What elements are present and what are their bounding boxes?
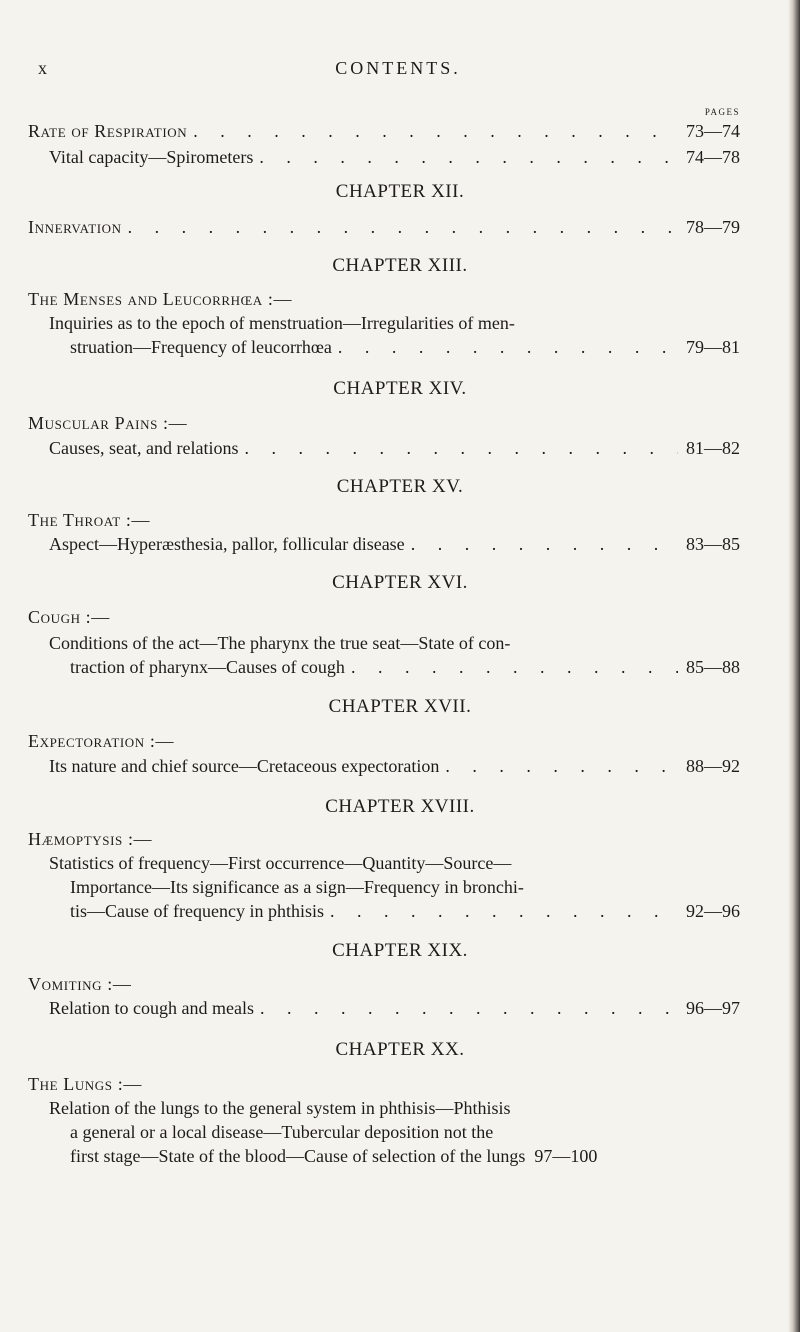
toc-section-menses — [28, 287, 740, 311]
page-range: 83—85 — [686, 534, 740, 554]
entry-text-line: Statistics of frequency—First occurrence—Quantity—Source— — [49, 853, 512, 873]
leader-dots — [128, 215, 678, 239]
page-range: 85—88 — [686, 657, 740, 677]
leader-dots — [330, 899, 678, 923]
toc-entry-muscular — [49, 436, 740, 460]
page-header — [38, 58, 758, 82]
page-range: 92—96 — [686, 901, 740, 921]
running-title: CONTENTS. — [335, 58, 461, 78]
section-title: Vomiting :— — [28, 974, 132, 994]
toc-section-throat — [28, 508, 740, 532]
entry-text: Relation to cough and meals — [49, 998, 254, 1018]
entry-text-line: Relation of the lungs to the general system in phthisis—Phthisis — [49, 1098, 511, 1118]
entry-text: Aspect—Hyperæsthesia, pallor, follicular disease — [49, 534, 405, 554]
entry-title: Rate of Respiration — [28, 121, 188, 141]
chapter-heading-xix: CHAPTER XIX. — [332, 940, 468, 961]
toc-entry-lungs — [70, 1144, 740, 1168]
leader-dots — [445, 754, 678, 778]
entry-text: first stage—State of the blood—Cause of selection of the lungs — [70, 1146, 526, 1166]
toc-entry-cough — [70, 655, 740, 679]
toc-section-expectoration — [28, 729, 740, 753]
pages-column-label: PAGES — [704, 107, 740, 117]
entry-text-line: Conditions of the act—The pharynx the true seat—State of con- — [49, 633, 511, 653]
toc-section-haemoptysis — [28, 827, 740, 851]
toc-section-lungs — [28, 1072, 740, 1096]
page-range: 97—100 — [534, 1146, 598, 1166]
leader-dots — [351, 655, 678, 679]
toc-section-muscular — [28, 411, 740, 435]
entry-text-line: Inquiries as to the epoch of menstruation—Irregularities of men- — [49, 313, 515, 333]
toc-entry-menses — [70, 335, 740, 359]
section-title: Expectoration :— — [28, 731, 175, 751]
entry-text: tis—Cause of frequency in phthisis — [70, 901, 324, 921]
leader-dots — [244, 436, 678, 460]
chapter-heading-xii: CHAPTER XII. — [335, 181, 465, 202]
toc-entry-expectoration — [49, 754, 740, 778]
leader-dots — [411, 532, 678, 556]
section-title: Hæmoptysis :— — [28, 829, 153, 849]
page-number: x — [38, 58, 48, 78]
toc-section-cough — [28, 605, 740, 629]
entry-text-line: Importance—Its significance as a sign—Frequency in bronchi- — [70, 877, 524, 897]
chapter-heading-xviii: CHAPTER XVIII. — [325, 796, 475, 817]
page-range: 73—74 — [686, 121, 740, 141]
entry-text: struation—Frequency of leucorrhœa — [70, 337, 332, 357]
leader-dots — [193, 119, 678, 143]
chapter-heading-xv: CHAPTER XV. — [336, 476, 464, 497]
section-title: The Lungs :— — [28, 1074, 142, 1094]
page-range: 79—81 — [686, 337, 740, 357]
chapter-heading-xvii: CHAPTER XVII. — [328, 696, 472, 717]
toc-section-vomiting — [28, 972, 740, 996]
entry-text: Causes, seat, and relations — [49, 438, 239, 458]
page-range: 81—82 — [686, 438, 740, 458]
toc-entry-vomiting — [49, 996, 740, 1020]
entry-text: Its nature and chief source—Cretaceous expectoration — [49, 756, 440, 776]
page-range: 78—79 — [686, 217, 740, 237]
leader-dots — [260, 996, 678, 1020]
book-binding-edge — [788, 0, 800, 1332]
toc-entry-innervation — [28, 215, 740, 239]
toc-entry-vital-capacity — [49, 145, 740, 169]
entry-text-line: a general or a local disease—Tubercular deposition not the — [70, 1122, 494, 1142]
section-title: Cough :— — [28, 607, 110, 627]
chapter-heading-xvi: CHAPTER XVI. — [332, 572, 468, 593]
leader-dots — [338, 335, 678, 359]
entry-title: Vital capacity—Spirometers — [49, 147, 254, 167]
chapter-heading-xiii: CHAPTER XIII. — [332, 255, 468, 276]
entry-title: Innervation — [28, 217, 122, 237]
page-range: 96—97 — [686, 998, 740, 1018]
section-title: Muscular Pains :— — [28, 413, 188, 433]
page-range: 88—92 — [686, 756, 740, 776]
toc-entry-respiration — [28, 119, 740, 143]
chapter-heading-xiv: CHAPTER XIV. — [333, 378, 467, 399]
section-title: The Menses and Leucorrhœa :— — [28, 289, 293, 309]
toc-entry-haemoptysis — [70, 899, 740, 923]
page-range: 74—78 — [686, 147, 740, 167]
entry-text: traction of pharynx—Causes of cough — [70, 657, 345, 677]
toc-entry-throat — [49, 532, 740, 556]
section-title: The Throat :— — [28, 510, 151, 530]
chapter-heading-xx: CHAPTER XX. — [335, 1039, 465, 1060]
leader-dots — [259, 145, 678, 169]
